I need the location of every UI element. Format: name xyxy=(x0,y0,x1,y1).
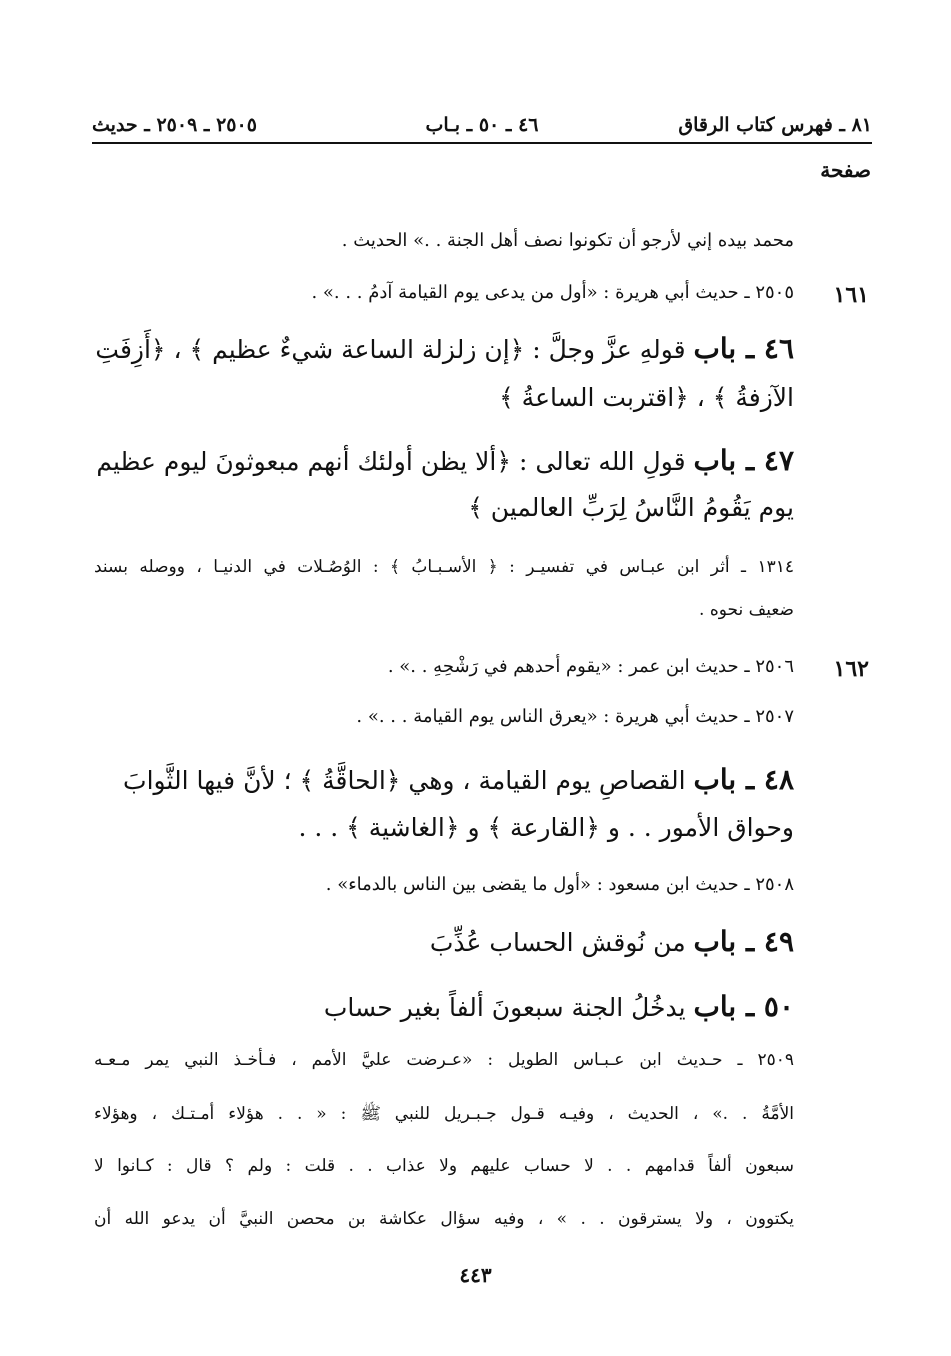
bab-46-text: قولهِ عزَّ وجلَّ : ﴿إن زلزلة الساعة شيءٌ عظيم ﴾ ، ﴿أَزِفَتِ xyxy=(95,335,694,364)
hadith-2509-line-1: ٢٥٠٩ ـ حـديث ابن عـبـاس الطويل : «عـرضت عليَّ الأمم ، فـأخـذ النبي يمر مـعـه xyxy=(94,1050,794,1070)
text-line: محمد بيده إني لأرجو أن تكونوا نصف أهل الجنة . .» الحديث . xyxy=(341,230,794,251)
hadith-2508: ٢٥٠٨ ـ حديث ابن مسعود : «أول ما يقضى بين الناس بالدماء» . xyxy=(325,874,794,895)
page-number: ٤٤٣ xyxy=(459,1263,492,1287)
bab-49-heading xyxy=(430,925,794,958)
hadith-2507: ٢٥٠٧ ـ حديث أبي هريرة : «يعرق الناس يوم القيامة . . .» . xyxy=(356,706,794,727)
bab-48-continuation: وحواق الأمور . . و ﴿القارعة ﴾ و ﴿الغاشية ﴾ . . . xyxy=(298,813,794,842)
header-chapters-range: ٤٦ ـ ٥٠ ـ بـاب xyxy=(425,114,539,136)
page-ref-162: ١٦٢ xyxy=(833,656,869,682)
bab-50-number: ٥٠ ـ باب xyxy=(693,990,794,1023)
bab-47-number: ٤٧ ـ باب xyxy=(693,444,794,477)
bab-48-heading xyxy=(123,763,794,796)
bab-49-number: ٤٩ ـ باب xyxy=(693,925,794,958)
bab-46-number: ٤٦ ـ باب xyxy=(693,332,794,365)
running-header xyxy=(92,112,872,144)
hadith-2506: ٢٥٠٦ ـ حديث ابن عمر : «يقوم أحدهم في رَشْحِهِ . .» . xyxy=(387,656,794,677)
bab-48-text: القصاصِ يوم القيامة ، وهي ﴿الحاقَّةُ ﴾ ؛ لأنَّ فيها الثَّوابَ xyxy=(123,766,694,795)
hadith-2505: ٢٥٠٥ ـ حديث أبي هريرة : «أول من يدعى يوم القيامة آدمُ . . .» . xyxy=(311,282,794,303)
athar-1314-continuation: ضعيف نحوه . xyxy=(699,600,794,620)
header-hadith-range: ٢٥٠٥ ـ ٢٥٠٩ ـ حديث xyxy=(92,114,257,136)
bab-46-heading xyxy=(95,332,794,365)
bab-46-continuation: الآزفةُ ﴾ ، ﴿اقتربت الساعةُ ﴾ xyxy=(499,383,794,412)
bab-49-text: من نُوقش الحساب عُذِّبَ xyxy=(429,928,694,957)
bab-47-text: قولِ الله تعالى : ﴿ألا يظن أولئك أنهم مبعوثونَ ليوم عظيم xyxy=(96,447,694,476)
header-chapter: ٨١ ـ فهرس كتاب الرقاق xyxy=(678,114,872,136)
hadith-2509-line-2: الأمَّةُ . .» ، الحديث ، وفيـه قـول جـبـريل للنبي ﷺ : « . . هؤلاء أمـتـك ، وهؤلاء xyxy=(94,1104,794,1124)
bab-47-heading xyxy=(96,444,794,477)
bab-50-text: يدخُلُ الجنة سبعونَ ألفاً بغير حساب xyxy=(323,993,694,1022)
hadith-2509-line-3: سبعون ألفاً قدامهم . . لا حساب عليهم ولا عذاب . . قلت : ولم ؟ قال : كـانوا لا xyxy=(94,1156,794,1176)
bab-48-number: ٤٨ ـ باب xyxy=(693,763,794,796)
bab-47-continuation: يوم يَقُومُ النَّاسُ لِرَبِّ العالمين ﴾ xyxy=(468,493,794,522)
athar-1314: ١٣١٤ ـ أثر ابن عبـاس في تفسيـر : ﴿ الأسـبـابُ ﴾ : الوُصُـلات في الدنيـا ، ووصله بسند xyxy=(94,557,794,577)
column-label: صفحة xyxy=(820,158,871,182)
hadith-2509-line-4: يكتوون ، ولا يسترقون . . » ، وفيه سؤال عكاشة بن محصن النبيَّ أن يدعو الله أن xyxy=(94,1209,794,1229)
page-ref-161: ١٦١ xyxy=(833,282,869,308)
bab-50-heading xyxy=(324,990,794,1023)
